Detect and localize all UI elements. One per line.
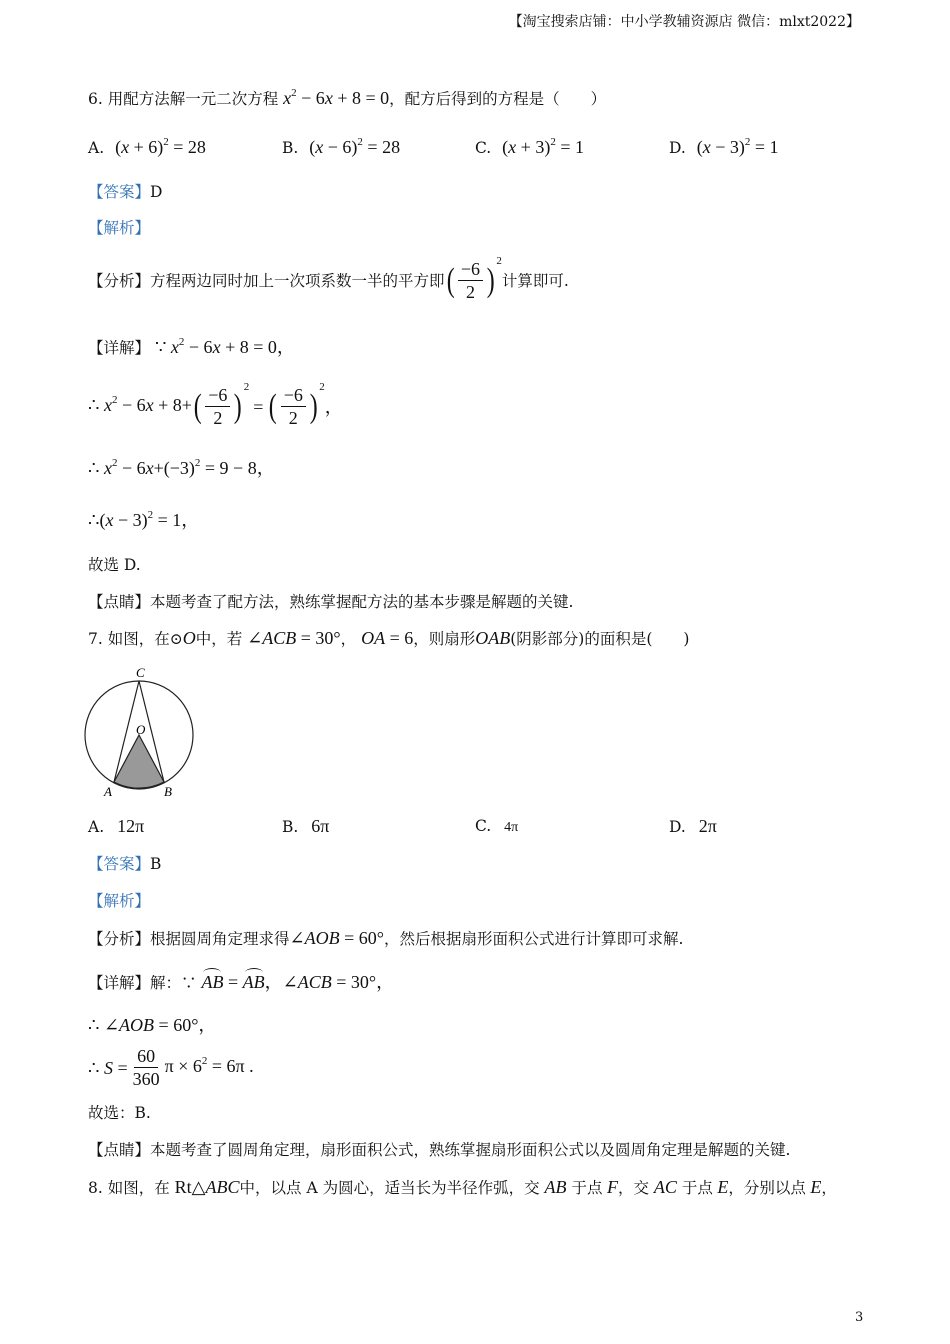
q6-fenxi: 【分析】 方程两边同时加上一次项系数一半的平方即 ( $\frac{-6}{2}$ ) 2 计算即可. bbox=[88, 254, 569, 302]
shaded-sector bbox=[114, 735, 164, 788]
q7-detail-line2: ∴ ∠AOB = 60°， bbox=[88, 1015, 217, 1035]
q8-stem: 8. 如图，在 Rt△ABC中，以点 A 为圆心，适当长为半径作弧，交 AB 于点 F，交 AC 于点 E，分别以点 E， bbox=[88, 1177, 837, 1197]
q6-review: 【点睛】本题考查了配方法，熟练掌握配方法的基本步骤是解题的关键. bbox=[88, 593, 574, 611]
q7-option-c: C. 4π bbox=[475, 817, 519, 835]
q6-stem: 6. 用配方法解一元二次方程 $x^2 - 6x + 8 = 0$，配方后得到的方程是（ ） bbox=[88, 87, 607, 108]
q6-option-b: B. $(x - 6)^2 = 28$ bbox=[282, 136, 401, 157]
q6-detail-line4: ∴(x − 3)$^2$ = 1， bbox=[88, 509, 200, 530]
circle-sector-figure bbox=[82, 662, 200, 802]
q7-detail-line3: ∴ S = $\frac{60}{360}$ $\pi \times 6^2 = 6\pi$ . bbox=[88, 1046, 254, 1089]
q6-detail-line2: ∴ $x^2 - 6x + 8+$ ( $\frac{-6}{2}$ ) 2 = ( $\frac{-6}{2}$ ) 2 ， bbox=[88, 380, 343, 428]
q7-option-a: A. 12π bbox=[88, 816, 145, 836]
q7-option-d: D. 2π bbox=[669, 816, 717, 836]
q6-option-a: A. $(x + 6)^2 = 28$ bbox=[88, 136, 206, 157]
q7-stem: 7. 如图，在⊙O中，若 ∠ACB = 30°， OA = 6，则扇形OAB(阴影部分)的面积是( ) bbox=[88, 628, 690, 648]
q6-choose: 故选 D. bbox=[88, 556, 141, 574]
q6-analysis-tag: 【解析】 bbox=[88, 219, 151, 237]
label-c: C bbox=[136, 665, 145, 680]
q7-fenxi: 【分析】根据圆周角定理求得∠AOB = 60°，然后根据扇形面积公式进行计算即可求解. bbox=[88, 928, 684, 948]
q7-review: 【点睛】本题考查了圆周角定理，扇形面积公式，熟练掌握扇形面积公式以及圆周角定理是解题的关键. bbox=[88, 1141, 791, 1159]
q7-detail-line1: 【详解】解：∵ AB = AB，∠ACB = 30°， bbox=[88, 972, 395, 992]
q6-option-d: D. $(x - 3)^2 = 1$ bbox=[669, 136, 779, 157]
q6-option-c: C. $(x + 3)^2 = 1$ bbox=[475, 136, 584, 157]
label-a: A bbox=[104, 784, 112, 799]
label-o: O bbox=[136, 722, 146, 737]
q7-analysis-tag: 【解析】 bbox=[88, 892, 151, 910]
q7-option-b: B. 6π bbox=[282, 816, 330, 836]
q6-detail-line3: ∴ $x^2 - 6x+(-3)^2 = 9 - 8$， bbox=[88, 457, 275, 478]
q6-answer: 【答案】D bbox=[88, 183, 163, 201]
q6-detail-line1: 【详解】 ∵ $x^2 - 6x + 8 = 0$， bbox=[88, 336, 295, 357]
label-b: B bbox=[164, 784, 172, 799]
header-text: 【淘宝搜索店铺：中小学教辅资源店 微信：mlxt2022】 bbox=[508, 14, 860, 30]
q7-choose: 故选：B. bbox=[88, 1104, 151, 1122]
page-number: 3 bbox=[855, 1310, 864, 1325]
q7-answer: 【答案】B bbox=[88, 855, 162, 873]
